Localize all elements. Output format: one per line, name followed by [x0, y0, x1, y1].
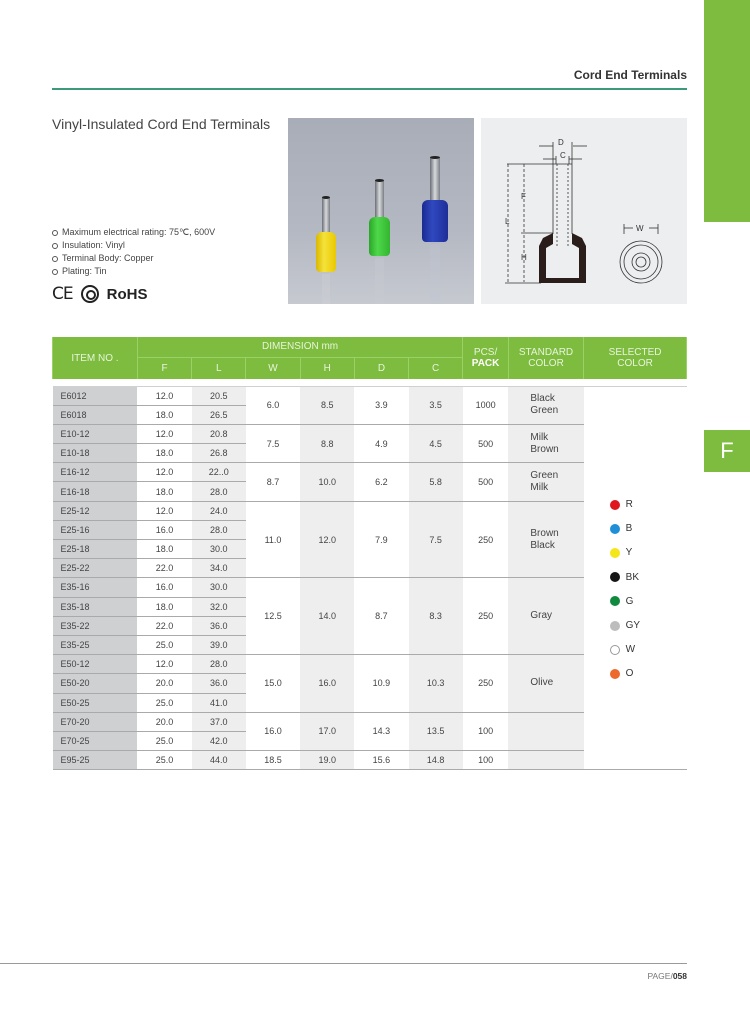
cell-l: 30.0: [192, 540, 246, 559]
cell-f: 25.0: [137, 731, 191, 750]
cell-f: 18.0: [137, 405, 191, 424]
cell-f: 18.0: [137, 444, 191, 463]
cell-c: 14.8: [409, 751, 463, 770]
color-option-r: R: [610, 493, 687, 517]
cell-l: 28.0: [192, 520, 246, 539]
cell-l: 26.8: [192, 444, 246, 463]
cell-pack: 250: [463, 578, 509, 655]
header-c: C: [409, 357, 463, 379]
cell-h: 10.0: [300, 463, 354, 501]
cell-f: 12.0: [137, 386, 191, 405]
cell-w: 8.7: [246, 463, 300, 501]
cell-l: 34.0: [192, 559, 246, 578]
feature-text: Insulation: Vinyl: [62, 240, 125, 250]
cell-standard-color: Green Milk: [508, 463, 583, 501]
cell-f: 16.0: [137, 520, 191, 539]
feature-item: [52, 239, 215, 252]
header-h: H: [300, 357, 354, 379]
color-option-g: G: [610, 589, 687, 613]
cell-c: 8.3: [409, 578, 463, 655]
bullet-icon: [52, 256, 58, 262]
cell-l: 26.5: [192, 405, 246, 424]
item-no: E16-18: [53, 482, 138, 501]
cell-pack: 500: [463, 463, 509, 501]
cell-f: 20.0: [137, 674, 191, 693]
svg-text:C: C: [560, 151, 566, 160]
header-l: L: [192, 357, 246, 379]
cell-standard-color: Gray: [508, 578, 583, 655]
color-option-o: O: [610, 662, 687, 686]
cell-l: 42.0: [192, 731, 246, 750]
cell-f: 25.0: [137, 693, 191, 712]
cell-d: 14.3: [354, 712, 408, 750]
section-letter-tab: F: [704, 430, 750, 472]
ce-mark-icon: CE: [52, 284, 73, 304]
cell-w: 11.0: [246, 501, 300, 578]
item-no: E50-12: [53, 655, 138, 674]
cell-l: 41.0: [192, 693, 246, 712]
cell-f: 22.0: [137, 616, 191, 635]
item-no: E35-18: [53, 597, 138, 616]
cell-f: 18.0: [137, 540, 191, 559]
cell-pack: 100: [463, 751, 509, 770]
cell-h: 8.8: [300, 424, 354, 462]
item-no: E6012: [53, 386, 138, 405]
cell-l: 30.0: [192, 578, 246, 597]
cell-l: 36.0: [192, 674, 246, 693]
cell-standard-color: [508, 751, 583, 770]
color-option-b: B: [610, 517, 687, 541]
item-no: E10-12: [53, 424, 138, 443]
header-d: D: [354, 357, 408, 379]
cell-w: 6.0: [246, 386, 300, 424]
header-spacer: [53, 379, 687, 386]
feature-text: Maximum electrical rating: 75℃, 600V: [62, 227, 216, 237]
header-divider: [52, 88, 687, 90]
dimension-diagram: [481, 118, 687, 304]
blue-swatch-icon: [610, 524, 620, 534]
cell-f: 25.0: [137, 635, 191, 654]
rohs-mark-icon: RoHS: [106, 285, 148, 303]
cell-standard-color: Black Green: [508, 386, 583, 424]
cell-w: 12.5: [246, 578, 300, 655]
svg-text:W: W: [636, 224, 644, 233]
cell-d: 3.9: [354, 386, 408, 424]
cell-pack: 500: [463, 424, 509, 462]
cell-l: 28.0: [192, 482, 246, 501]
footer-divider: [0, 963, 687, 964]
cell-pack: 100: [463, 712, 509, 750]
svg-text:D: D: [558, 138, 564, 147]
header-selected-color: SELECTED COLOR: [584, 337, 687, 379]
cell-f: 25.0: [137, 751, 191, 770]
cell-l: 20.5: [192, 386, 246, 405]
cell-d: 7.9: [354, 501, 408, 578]
certification-logos: [52, 284, 147, 304]
color-option-w: W: [610, 638, 687, 662]
cell-w: 16.0: [246, 712, 300, 750]
cell-l: 22..0: [192, 463, 246, 482]
product-title: Vinyl-Insulated Cord End Terminals: [52, 116, 271, 132]
bullet-icon: [52, 230, 58, 236]
cell-l: 44.0: [192, 751, 246, 770]
svg-text:H: H: [521, 253, 527, 262]
cell-w: 7.5: [246, 424, 300, 462]
cell-c: 13.5: [409, 712, 463, 750]
cell-d: 4.9: [354, 424, 408, 462]
item-no: E16-12: [53, 463, 138, 482]
feature-item: [52, 265, 215, 278]
item-no: E35-22: [53, 616, 138, 635]
cell-pack: 250: [463, 501, 509, 578]
cell-h: 19.0: [300, 751, 354, 770]
feature-text: Plating: Tin: [62, 266, 107, 276]
svg-text:F: F: [521, 192, 526, 201]
cell-f: 12.0: [137, 655, 191, 674]
cell-f: 12.0: [137, 501, 191, 520]
page-number: PAGE/058: [647, 971, 687, 981]
orange-swatch-icon: [610, 669, 620, 679]
cell-h: 16.0: [300, 655, 354, 713]
cell-f: 12.0: [137, 463, 191, 482]
cell-l: 20.8: [192, 424, 246, 443]
cell-c: 5.8: [409, 463, 463, 501]
svg-text:L: L: [505, 217, 510, 226]
header-w: W: [246, 357, 300, 379]
cell-f: 22.0: [137, 559, 191, 578]
section-title: Cord End Terminals: [573, 68, 687, 82]
cell-l: 36.0: [192, 616, 246, 635]
table-row: [53, 386, 687, 405]
feature-item: [52, 252, 215, 265]
item-no: E25-12: [53, 501, 138, 520]
cell-f: 12.0: [137, 424, 191, 443]
cell-f: 18.0: [137, 597, 191, 616]
cell-d: 8.7: [354, 578, 408, 655]
cell-c: 7.5: [409, 501, 463, 578]
cell-standard-color: [508, 712, 583, 750]
cell-d: 6.2: [354, 463, 408, 501]
cell-pack: 1000: [463, 386, 509, 424]
cell-l: 32.0: [192, 597, 246, 616]
gray-swatch-icon: [610, 621, 620, 631]
cell-h: 12.0: [300, 501, 354, 578]
cell-f: 18.0: [137, 482, 191, 501]
cell-c: 3.5: [409, 386, 463, 424]
cell-h: 8.5: [300, 386, 354, 424]
bullet-icon: [52, 269, 58, 275]
color-option-y: Y: [610, 541, 687, 565]
cell-w: 18.5: [246, 751, 300, 770]
header-f: F: [137, 357, 191, 379]
item-no: E70-20: [53, 712, 138, 731]
cell-l: 37.0: [192, 712, 246, 731]
bullet-icon: [52, 243, 58, 249]
cell-f: 16.0: [137, 578, 191, 597]
cell-d: 10.9: [354, 655, 408, 713]
yellow-swatch-icon: [610, 548, 620, 558]
cell-standard-color: Milk Brown: [508, 424, 583, 462]
header-item-no: ITEM NO .: [53, 337, 138, 379]
item-no: E10-18: [53, 444, 138, 463]
cell-l: 24.0: [192, 501, 246, 520]
cell-h: 14.0: [300, 578, 354, 655]
item-no: E35-25: [53, 635, 138, 654]
feature-item: [52, 226, 215, 239]
feature-text: Terminal Body: Copper: [62, 253, 154, 263]
item-no: E25-22: [53, 559, 138, 578]
cell-w: 15.0: [246, 655, 300, 713]
cell-pack: 250: [463, 655, 509, 713]
header-standard-color: STANDARD COLOR: [508, 337, 583, 379]
cell-l: 28.0: [192, 655, 246, 674]
quality-mark-icon: [81, 285, 99, 303]
feature-list: [52, 226, 215, 278]
section-color-tab: [704, 0, 750, 222]
cell-c: 4.5: [409, 424, 463, 462]
item-no: E95-25: [53, 751, 138, 770]
cell-f: 20.0: [137, 712, 191, 731]
selected-color-list: [584, 387, 687, 687]
cell-h: 17.0: [300, 712, 354, 750]
selected-color-cell: [584, 386, 687, 770]
item-no: E35-16: [53, 578, 138, 597]
cell-c: 10.3: [409, 655, 463, 713]
item-no: E25-18: [53, 540, 138, 559]
cell-standard-color: Brown Black: [508, 501, 583, 578]
header-dimension: DIMENSION mm: [137, 337, 462, 357]
color-option-bk: BK: [610, 565, 687, 589]
black-swatch-icon: [610, 572, 620, 582]
cell-l: 39.0: [192, 635, 246, 654]
item-no: E6018: [53, 405, 138, 424]
green-swatch-icon: [610, 596, 620, 606]
ferrule-drawing-icon: [481, 118, 687, 304]
product-photo: [288, 118, 474, 304]
item-no: E50-20: [53, 674, 138, 693]
cell-standard-color: Olive: [508, 655, 583, 713]
color-option-gy: GY: [610, 613, 687, 637]
item-no: E70-25: [53, 731, 138, 750]
item-no: E50-25: [53, 693, 138, 712]
header-pcs-pack: PCS/ PACK: [463, 337, 509, 379]
item-no: E25-16: [53, 520, 138, 539]
red-swatch-icon: [610, 500, 620, 510]
cell-d: 15.6: [354, 751, 408, 770]
specification-table: [52, 337, 687, 770]
white-swatch-icon: [610, 645, 620, 655]
